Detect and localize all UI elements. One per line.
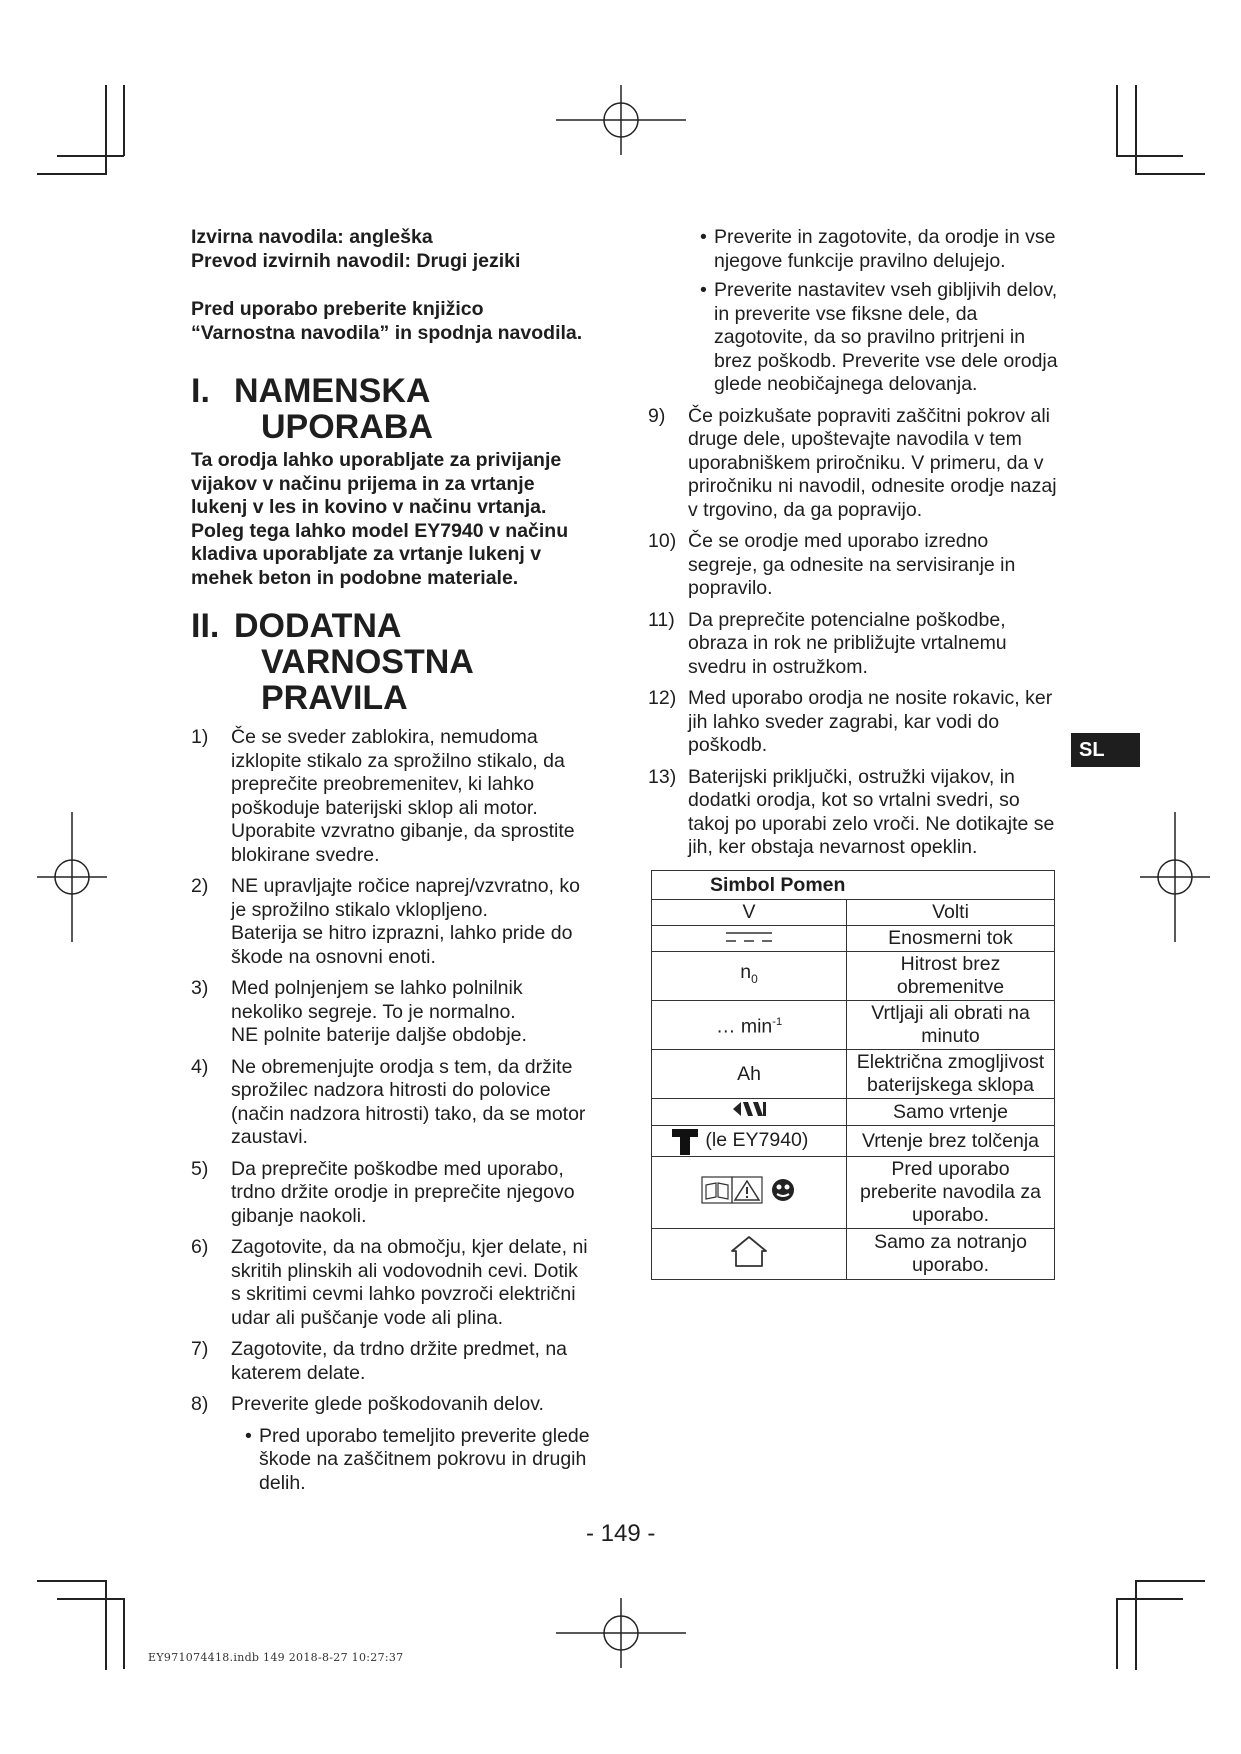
crop-mark — [1116, 1598, 1118, 1669]
table-row — [652, 1001, 1055, 1050]
list-item: 3) Med polnjenjem se lahko polnilnik nekoliko segreje. To je normalno. NE polnite baterije daljše obdobje. — [191, 977, 527, 1046]
bullet-item: • Pred uporabo temeljito preverite glede škode na zaščitnem pokrovu in drugih delih. — [245, 1425, 591, 1496]
symbol-cell: (le EY7940) — [652, 1126, 847, 1157]
symbol-table — [651, 870, 1055, 1280]
rule-8-bullets-right — [652, 226, 1062, 397]
table-header-row — [652, 871, 1055, 900]
drill-mode-icon — [731, 1100, 767, 1118]
list-item: 2) NE upravljajte ročice naprej/vzvratno, ko je sprožilno stikalo vklopljeno. Baterija se hitro izprazni, lahko pride do škode na osnovni enoti. — [191, 875, 580, 968]
meaning-cell: Električna zmogljivost baterijskega sklopa — [847, 1050, 1055, 1099]
meaning-cell: Vrtljaji ali obrati na minuto — [847, 1001, 1055, 1050]
meaning-cell: Hitrost brez obremenitve — [847, 952, 1055, 1001]
safety-rules-list-continued — [648, 405, 1062, 860]
list-item: 1) Če se sveder zablokira, nemudoma izklopite stikalo za sprožilno stikalo, da preprečite preobremenitev, ki lahko poškoduje baterijski sklop ali motor. Uporabite vzvratno gibanje, da sprostite blokirane svedre. — [191, 726, 575, 866]
crop-mark — [1116, 155, 1183, 157]
list-item: 10) Če se orodje med uporabo izredno segreje, ga odnesite na servisiranje in popravilo. — [648, 530, 1016, 599]
print-footer: EY971074418.indb 149 2018-8-27 10:27:37 — [148, 1651, 404, 1664]
crop-mark — [1135, 173, 1205, 175]
table-row — [652, 1126, 1055, 1157]
crop-mark — [1135, 85, 1137, 175]
read-manual-icons — [701, 1175, 797, 1205]
meaning-cell: Enosmerni tok — [847, 926, 1055, 952]
table-row — [652, 1157, 1055, 1229]
list-item: 7) Zagotovite, da trdno držite predmet, na katerem delate. — [191, 1338, 568, 1384]
symbol-cell: $n_0$ — [652, 952, 847, 1001]
registration-mark-left — [37, 812, 107, 942]
list-item: 11) Da preprečite potencialne poškodbe, obraza in rok ne približujte vrtalnemu svedru in ostružkom. — [648, 608, 1007, 678]
crop-mark — [123, 85, 125, 156]
crop-mark — [1116, 1598, 1183, 1600]
list-item: 13) Baterijski priključki, ostružki vijakov, in dodatki orodja, kot so vrtalni svedri, so takoj po uporabi zelo vroči. Ne dotikajte se jih, ker obstaja nevarnost opeklin. — [648, 765, 1055, 858]
symbol-cell — [652, 1157, 847, 1229]
registration-mark-top — [556, 85, 686, 155]
crop-mark — [123, 1598, 125, 1669]
intended-use-paragraph: Ta orodja lahko uporabljate za privijanje vijakov v načinu prijema in za vrtanje lukenj v les in kovino v načinu vrtanja. — [191, 449, 562, 518]
table-row — [652, 1050, 1055, 1099]
intro-block — [191, 226, 591, 273]
rule-8-bullets-left — [191, 1425, 591, 1496]
section-2-heading: II. DODATNA VARNOSTNA PRAVILA — [191, 607, 474, 717]
crop-mark — [57, 1598, 124, 1600]
list-item: 6) Zagotovite, da na območju, kjer delate, ni skritih plinskih ali vodovodnih cevi. Dotik s skritimi cevmi lahko povzroči električni udar ali puščanje vode ali plina. — [191, 1236, 588, 1329]
crop-mark — [57, 155, 124, 157]
table-header: Simbol Pomen — [652, 871, 1055, 900]
table-row — [652, 926, 1055, 952]
list-item: 8) Preverite glede poškodovanih delov. — [191, 1393, 544, 1415]
translation-line: Prevod izvirnih navodil: Drugi jeziki — [191, 249, 521, 272]
section-1-heading: I. NAMENSKA UPORABA — [191, 372, 433, 446]
meaning-cell: Samo za notranjo uporabo. — [847, 1229, 1055, 1280]
indoor-house-icon — [729, 1234, 769, 1268]
crop-mark — [1135, 1580, 1137, 1670]
meaning-cell: Volti — [847, 900, 1055, 926]
bullet-item: • Preverite in zagotovite, da orodje in vse njegove funkcije pravilno delujejo. — [700, 226, 1062, 273]
crop-mark — [1135, 1580, 1205, 1582]
crop-mark — [1116, 85, 1118, 156]
hammer-mode-paragraph: Poleg tega lahko model EY7940 v načinu kladiva uporabljate za vrtanje lukenj v mehek beton in podobne materiale. — [191, 519, 569, 589]
symbol-cell: V — [652, 900, 847, 926]
list-item: 4) Ne obremenjujte orodja s tem, da držite sprožilec nadzora hitrosti do polovice (način nadzora hitrosti) tako, da se motor zaustavi. — [191, 1055, 586, 1148]
crop-mark — [37, 173, 107, 175]
crop-mark — [37, 1580, 107, 1582]
symbol-cell — [652, 1099, 847, 1126]
registration-mark-right — [1140, 812, 1210, 942]
direct-current-icon — [724, 930, 774, 944]
table-row — [652, 1099, 1055, 1126]
registration-mark-bottom — [556, 1598, 686, 1668]
symbol-cell: Ah — [652, 1050, 847, 1099]
list-item: 9) Če poizkušate popraviti zaščitni pokrov ali druge dele, upoštevajte navodila v tem uporabniškem priročniku. V primeru, da v priročniku ni navodil, odnesite orodje nazaj v trgovino, da ga popravijo. — [648, 404, 1057, 521]
meaning-cell: Pred uporabo preberite navodila za uporabo. — [847, 1157, 1055, 1229]
symbol-cell — [652, 1229, 847, 1280]
original-language-line: Izvirna navodila: angleška — [191, 226, 433, 248]
bullet-item: • Preverite nastavitev vseh gibljivih delov, in preverite vse fiksne dele, da zagotovite, da so pravilno pritrjeni in brez poškodb. Preverite vse dele orodja glede neobičajnega delovanja. — [700, 279, 1062, 397]
crop-mark — [105, 85, 107, 175]
symbol-cell: … $\min^{-1}$ — [652, 1001, 847, 1050]
no-hammer-icon — [670, 1127, 700, 1155]
crop-mark — [105, 1580, 107, 1670]
safety-rules-list — [191, 726, 591, 1417]
table-row — [652, 900, 1055, 926]
symbol-cell — [652, 926, 847, 952]
language-tab: SL — [1071, 733, 1140, 767]
list-item: 5) Da preprečite poškodbe med uporabo, trdno držite orodje in preprečite njegovo gibanje naokoli. — [191, 1157, 575, 1227]
right-column — [648, 226, 1062, 868]
page-number: - 149 - — [586, 1520, 656, 1547]
meaning-cell: Vrtenje brez tolčenja — [847, 1126, 1055, 1157]
table-row — [652, 1229, 1055, 1280]
list-item: 12) Med uporabo orodja ne nosite rokavic, ker jih lahko sveder zagrabi, kar vodi do poškodb. — [648, 687, 1053, 756]
table-row — [652, 952, 1055, 1001]
meaning-cell: Samo vrtenje — [847, 1099, 1055, 1126]
pre-read-note: Pred uporabo preberite knjižico “Varnostna navodila” in spodnja navodila. — [191, 298, 583, 344]
left-column — [191, 226, 591, 1503]
